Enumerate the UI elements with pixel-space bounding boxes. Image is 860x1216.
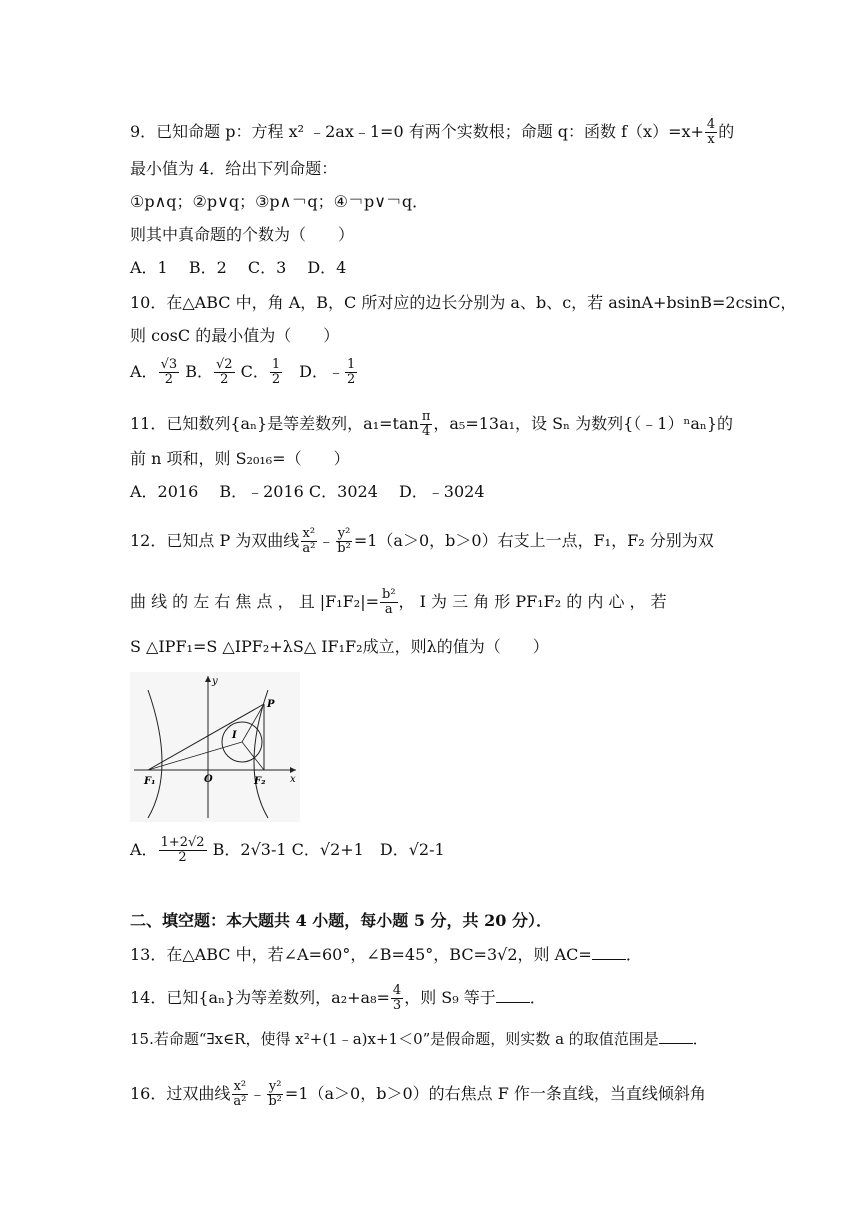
q12-options: A． $\frac{1+2√2}{2}$ B．2√3-1 C．√2+1 D．√2-1 [130, 835, 445, 865]
figure-background [130, 672, 300, 822]
q15-line: 15.若命题“∃x∈R，使得 x²+(1﹣a)x+1＜0”是假命题，则实数 a 的取值范围是 ． [130, 1030, 708, 1048]
q11-fraction: $\frac{\pi}{4}$ [421, 409, 431, 439]
q12-fraction-x2-a2: $\frac{\text{x²}}{\text{a²}}$ [302, 526, 316, 556]
q10-line-1: 10．在△ABC 中，角 A，B，C 所对应的边长分别为 a、b、c，若 asinA+bsinB=2csinC， [130, 293, 797, 312]
q14-answer-blank [496, 988, 530, 1003]
q13-line: 13．在△ABC 中，若∠A=60°，∠B=45°，BC=3√2，则 AC= ． [130, 945, 642, 964]
q10-option-a-fraction: $\frac{√3}{2}$ [160, 357, 178, 387]
label-o: O [204, 774, 213, 785]
q12-line-2: 曲 线 的 左 右 焦 点 ， 且 |F₁F₂|= $\frac{\text{b²}}{a}$ ， I 为 三 角 形 PF₁F₂ 的 内 心 ， 若 [130, 587, 667, 617]
q10-line-2: 则 cosC 的最小值为（ ） [130, 326, 340, 345]
q12-line-3: S △IPF₁=S △IPF₂+λS△ IF₁F₂成立，则λ的值为（ ） [130, 637, 549, 656]
hyperbola-incircle-figure [130, 672, 300, 822]
q10-options: A． $\frac{√3}{2}$ B． $\frac{√2}{2}$ C． $\frac{1}{2}$ D．﹣ $\frac{1}{2}$ [130, 357, 356, 387]
q12-option-a-fraction: $\frac{1+2√2}{2}$ [160, 835, 205, 865]
q9-line-1 [130, 117, 735, 147]
q12-line-1: 12．已知点 P 为双曲线 $\frac{\text{x²}}{\text{a²}}$ ﹣ $\frac{\text{y²}}{\text{b²}}$ =1（a＞0，b＞0）右支上一点，F₁，F₂ 分别为双 [130, 526, 714, 556]
q9-text-a: 9．已知命题 p：方程 x² ﹣2ax﹣1=0 有两个实数根；命题 q：函数 f（x）=x+ [130, 122, 704, 141]
q9-text-b: 的 [718, 122, 735, 141]
label-f1: F₁ [144, 776, 156, 787]
q11-options: A．2016 B．﹣2016 C．3024 D．﹣3024 [130, 482, 485, 501]
label-x: x [290, 774, 296, 785]
q11-line-1: 11．已知数列{aₙ}是等差数列，a₁=tan $\frac{\pi}{4}$ ，a₅=13a₁，设 Sₙ 为数列{（﹣1）ⁿaₙ}的 [130, 409, 734, 439]
q13-answer-blank [592, 945, 626, 960]
q16-fraction-x2-a2: $\frac{\text{x²}}{\text{a²}}$ [233, 1079, 247, 1109]
q10-option-d-fraction: $\frac{1}{2}$ [347, 357, 356, 387]
q15-answer-blank [659, 1029, 693, 1044]
q9-line-4: 则其中真命题的个数为（ ） [130, 225, 355, 244]
q16-fraction-y2-b2: $\frac{\text{y²}}{\text{b²}}$ [268, 1079, 282, 1109]
q12-fraction-b2-a: $\frac{\text{b²}}{a}$ [382, 587, 396, 617]
q14-line: 14．已知{aₙ}为等差数列，a₂+a₈= $\frac{4}{3}$ ，则 S₉ 等于 ． [130, 983, 546, 1013]
label-y: y [212, 676, 218, 687]
q10-option-b-fraction: $\frac{√2}{2}$ [215, 357, 233, 387]
q9-line-3: ①p∧q；②p∨q；③p∧￢q；④￢p∨￢q． [130, 192, 429, 211]
q16-line-1: 16．过双曲线 $\frac{\text{x²}}{\text{a²}}$ ﹣ $\frac{\text{y²}}{\text{b²}}$ =1（a＞0，b＞0）的右焦点 F 作一条直线，当直线倾斜角 [130, 1079, 706, 1109]
q9-options: A．1 B．2 C．3 D．4 [130, 258, 347, 277]
q14-fraction: $\frac{4}{3}$ [392, 983, 402, 1013]
section-2-title: 二、填空题：本大题共 4 小题，每小题 5 分，共 20 分）． [130, 911, 552, 930]
label-p: P [267, 699, 275, 710]
q9-line-2: 最小值为 4．给出下列命题： [130, 159, 338, 178]
q12-fraction-y2-b2: $\frac{\text{y²}}{\text{b²}}$ [337, 526, 351, 556]
q10-option-c-fraction: $\frac{1}{2}$ [271, 357, 281, 387]
q11-line-2: 前 n 项和，则 S₂₀₁₆=（ ） [130, 449, 350, 468]
label-i: I [232, 730, 237, 741]
q9-fraction: $\frac{4}{x}$ [706, 117, 716, 147]
label-f2: F₂ [254, 776, 266, 787]
